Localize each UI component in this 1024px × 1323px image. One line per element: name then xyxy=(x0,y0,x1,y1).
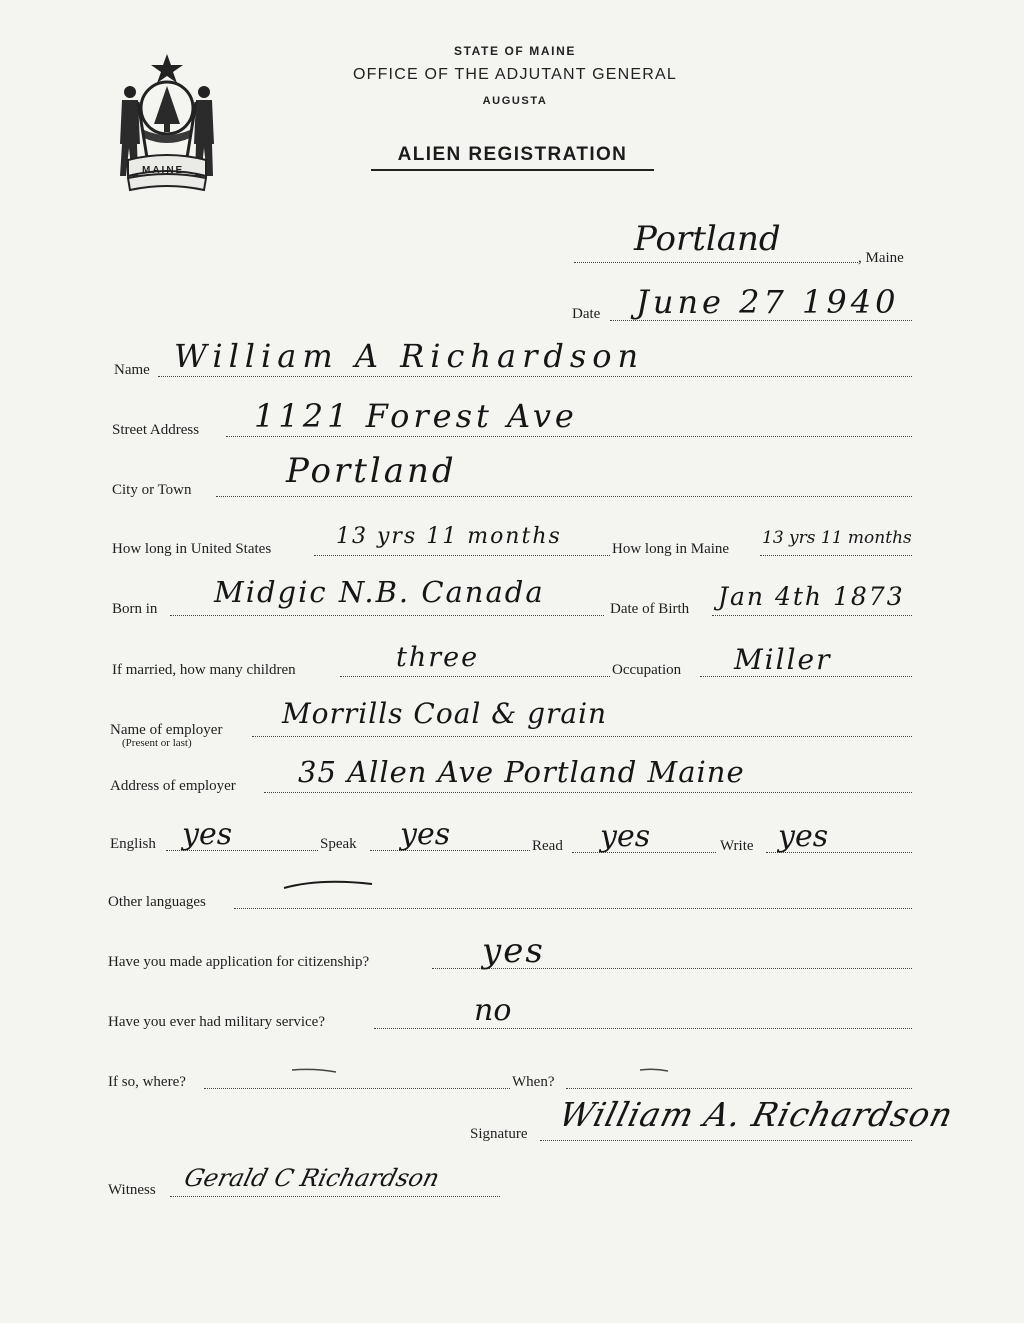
date-entry[interactable]: June 27 1940 xyxy=(636,283,900,321)
maine-duration-entry[interactable]: 13 yrs 11 months xyxy=(762,528,912,548)
english-label: English xyxy=(110,836,156,852)
military-label: Have you ever had military service? xyxy=(108,1014,325,1030)
write-entry[interactable]: yes xyxy=(778,819,829,854)
witness-label: Witness xyxy=(108,1182,156,1198)
seal-motto: MAINE xyxy=(142,165,185,176)
form-title: ALIEN REGISTRATION xyxy=(371,144,654,171)
read-entry[interactable]: yes xyxy=(600,819,651,854)
speak-label: Speak xyxy=(320,836,357,852)
dob-entry[interactable]: Jan 4th 1873 xyxy=(718,582,905,611)
employer-address-label: Address of employer xyxy=(110,778,236,794)
maine-duration-label: How long in Maine xyxy=(612,541,730,557)
state-heading: STATE OF MAINE xyxy=(454,44,576,58)
date-label: Date xyxy=(572,306,601,322)
city-entry[interactable]: Portland xyxy=(286,451,457,491)
write-label: Write xyxy=(720,838,754,854)
signature-label: Signature xyxy=(470,1126,528,1142)
read-label: Read xyxy=(532,838,563,854)
us-duration-label: How long in United States xyxy=(112,541,272,557)
dob-label: Date of Birth xyxy=(610,601,690,617)
other-languages-label: Other languages xyxy=(108,894,206,910)
citizenship-label: Have you made application for citizenship? xyxy=(108,954,370,970)
maine-label: , Maine xyxy=(858,250,904,266)
street-entry[interactable]: 1121 Forest Ave xyxy=(254,397,578,435)
employer-entry[interactable]: Morrills Coal & grain xyxy=(282,697,608,730)
citizenship-entry[interactable]: yes xyxy=(482,931,545,971)
office-heading: OFFICE OF THE ADJUTANT GENERAL xyxy=(352,66,678,83)
english-entry[interactable]: yes xyxy=(182,817,233,852)
employer-label: Name of employer xyxy=(110,722,223,738)
born-in-entry[interactable]: Midgic N.B. Canada xyxy=(214,575,545,609)
name-entry[interactable]: William A Richardson xyxy=(174,337,645,375)
street-label: Street Address xyxy=(112,422,200,438)
military-entry[interactable]: no xyxy=(474,993,512,1028)
signature-entry[interactable]: William A. Richardson xyxy=(555,1095,958,1134)
city-label: City or Town xyxy=(112,482,192,498)
town-entry[interactable]: Portland xyxy=(634,219,781,259)
witness-entry[interactable]: Gerald C Richardson xyxy=(181,1164,443,1192)
children-entry[interactable]: three xyxy=(396,642,480,673)
name-label: Name xyxy=(114,362,150,378)
employer-note: (Present or last) xyxy=(122,737,192,749)
city-heading: AUGUSTA xyxy=(482,95,548,107)
occupation-label: Occupation xyxy=(612,662,682,678)
occupation-entry[interactable]: Miller xyxy=(734,643,832,676)
children-label: If married, how many children xyxy=(112,662,296,678)
born-in-label: Born in xyxy=(112,601,158,617)
where-label: If so, where? xyxy=(108,1074,186,1090)
us-duration-entry[interactable]: 13 yrs 11 months xyxy=(336,524,562,549)
when-label: When? xyxy=(512,1074,555,1090)
speak-entry[interactable]: yes xyxy=(400,817,451,852)
employer-address-entry[interactable]: 35 Allen Ave Portland Maine xyxy=(298,755,745,789)
